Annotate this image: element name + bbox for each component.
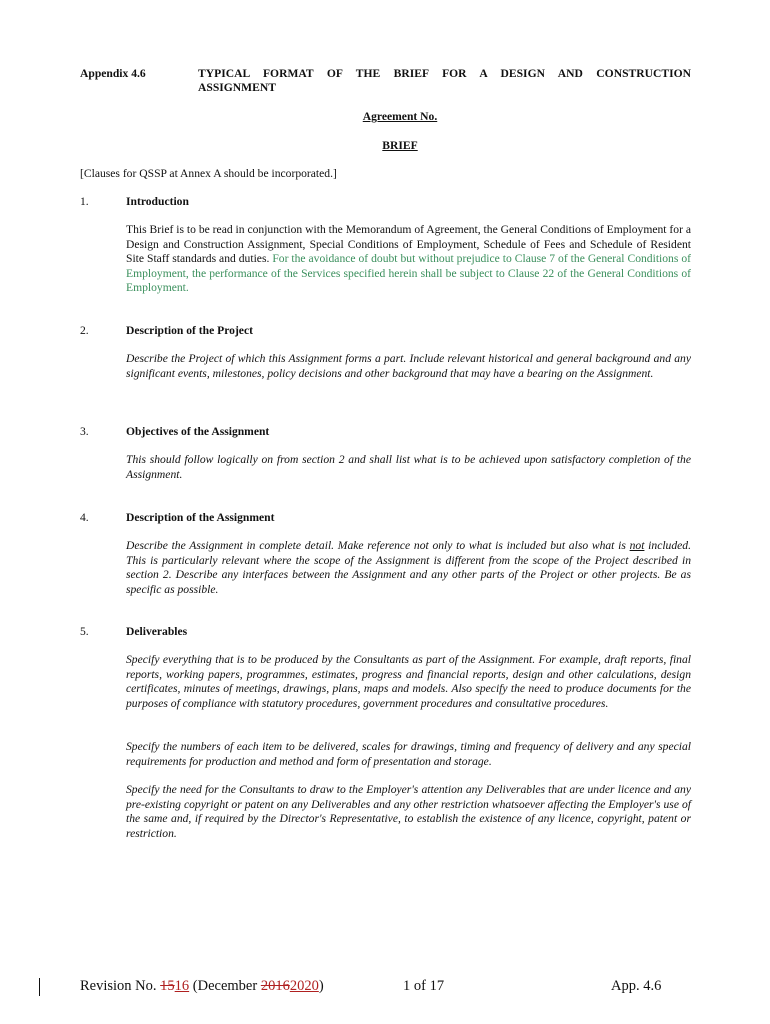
body-text: Describe the Assignment in complete detail. Make reference not only to what is included but also what is <box>126 539 626 552</box>
section-body: This should follow logically on from section 2 and shall list what is to be achieved upon satisfactory completion of the Assignment. <box>126 453 691 481</box>
appendix-label: Appendix 4.6 <box>80 67 146 80</box>
revision-new: 16 <box>174 978 190 994</box>
section-title: Deliverables <box>126 625 188 638</box>
deliverables-paragraph-1: Specify everything that is to be produced by the Consultants as part of the Assignment. For example, draft reports, final reports, working papers, programmes, estimates, progress and financial reports, design and other calculations, design certificates, minutes of meetings, drawings, plans, maps and models. Also specify the need to produce documents for the purposes of compliance with statutory procedures, government procedures and consultative procedures. <box>126 653 691 710</box>
date-close: ) <box>318 978 324 994</box>
change-bar <box>39 978 40 996</box>
section-body <box>126 223 691 296</box>
body-text: included. This is particularly relevant where the scope of the Assignment is different from the scope of the Project described in section 2. Describe any interfaces between the Assignment and any other parts of the Project or other projects. Be as specific as possible. <box>126 539 691 596</box>
brief-heading: BRIEF <box>382 139 418 152</box>
appendix-footer: App. 4.6 <box>611 978 662 994</box>
revision-old: 15 <box>160 978 175 994</box>
introduction-text: This Brief is to be read in conjunction with the Memorandum of Agreement, the General Conditions of Employment for a Design and Construction Assignment, Special Conditions of Employment, Schedule of Fees and Schedule of Resident Site Staff standards and duties. <box>126 223 691 265</box>
section-number: 3. <box>80 425 89 438</box>
section-body <box>126 539 691 597</box>
revision-label: Revision No. <box>80 978 157 994</box>
section-number: 5. <box>80 625 89 638</box>
deliverables-paragraph-3: Specify the need for the Consultants to draw to the Employer's attention any Deliverables that are under licence and any pre-existing copyright or patent on any Deliverables and any other restriction whatsoever affecting the Employer's use of the same and, if required by the Director's Representative, to establish the existence of any licence, copyright, patent or restriction. <box>126 783 691 840</box>
section-title: Objectives of the Assignment <box>126 425 270 438</box>
emphasis-text: not <box>629 539 645 552</box>
section-title: Description of the Assignment <box>126 511 275 524</box>
qssp-note: [Clauses for QSSP at Annex A should be incorporated.] <box>80 167 337 180</box>
section-number: 2. <box>80 324 89 337</box>
deliverables-paragraph-2: Specify the numbers of each item to be delivered, scales for drawings, timing and frequency of delivery and any special requirements for production and method and form of presentation and storage. <box>126 740 691 768</box>
document-title-line1: TYPICAL FORMAT OF THE BRIEF FOR A DESIGN AND CONSTRUCTION <box>198 67 691 80</box>
section-body: Describe the Project of which this Assignment forms a part. Include relevant historical and general background and any significant events, milestones, policy decisions and other background that may have a bearing on the Assignment. <box>126 352 691 380</box>
date-open: (December <box>192 978 258 994</box>
revision-inserted-text: For the avoidance of doubt but without prejudice to Clause 7 of the General Conditions of Employment, the performance of the Services specified herein shall be subject to Clause 22 of the General Conditions of Employment. <box>126 252 691 294</box>
revision-info <box>80 979 324 994</box>
page-number: 1 of 17 <box>403 978 445 994</box>
section-number: 1. <box>80 195 89 208</box>
year-old: 2016 <box>260 978 290 994</box>
agreement-number: Agreement No. <box>362 110 438 123</box>
section-number: 4. <box>80 511 89 524</box>
year-new: 2020 <box>289 978 319 994</box>
section-title: Description of the Project <box>126 324 253 337</box>
document-title-line2: ASSIGNMENT <box>198 81 276 94</box>
section-title: Introduction <box>126 195 189 208</box>
